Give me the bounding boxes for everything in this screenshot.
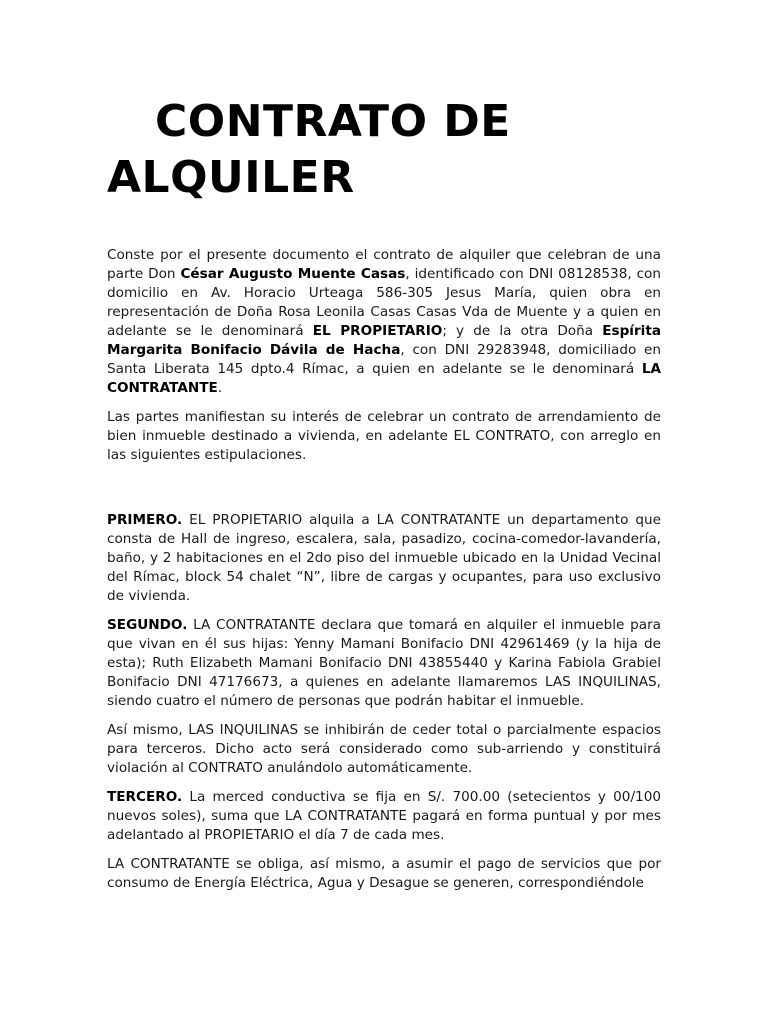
clause-primero xyxy=(107,511,661,606)
owner-alias: EL PROPIETARIO xyxy=(312,323,443,339)
interest-paragraph: Las partes manifiestan su interés de celebrar un contrato de arrendamiento de bien inmueble destinado a vivienda, en adelante EL CONTRATO, con arreglo en las siguientes estipulaciones. xyxy=(107,409,661,463)
clause-tercero xyxy=(107,788,661,845)
clause-tercero-text: La merced conductiva se fija en S/. 700.00 (setecientos y 00/100 nuevos soles), suma que LA CONTRATANTE pagará en forma puntual y por mes adelantado al PROPIETARIO el día 7 de cada mes. xyxy=(107,789,661,843)
document-title xyxy=(107,94,667,206)
title-line-2: ALQUILER xyxy=(107,152,355,203)
clause-primero-label: PRIMERO. xyxy=(107,512,183,528)
document-body xyxy=(107,246,661,903)
clause-segundo-text: LA CONTRATANTE declara que tomará en alquiler el inmueble para que vivan en él sus hijas: Yenny Mamani Bonifacio DNI 42961469 (y la hija de esta); Ruth Elizabeth Mamani Bonifacio DNI 43855440 y Karina Fabiola Grabiel Bonifacio DNI 47176673, a quienes en adelante llamaremos LAS INQUILINAS, siendo cuatro el número de personas que podrán habitar el inmueble. xyxy=(107,617,661,709)
clause-segundo-label: SEGUNDO. xyxy=(107,617,188,633)
clause-primero-text: EL PROPIETARIO alquila a LA CONTRATANTE un departamento que consta de Hall de ingreso, escalera, sala, pasadizo, cocina-comedor-lavandería, baño, y 2 habitaciones en el 2do piso del inmueble ubicado en la Unidad Vecinal del Rímac, block 54 chalet “N”, libre de cargas y ocupantes, para uso exclusivo de vivienda. xyxy=(107,512,661,604)
services-paragraph: LA CONTRATANTE se obliga, así mismo, a asumir el pago de servicios que por consumo de Energía Eléctrica, Agua y Desague se generen, correspondiéndole xyxy=(107,856,661,891)
tenant-name: Espírita Margarita Bonifacio Dávila de Hacha xyxy=(107,323,662,358)
clause-tercero-label: TERCERO. xyxy=(107,789,183,805)
clause-segundo xyxy=(107,616,661,711)
intro-paragraph: Conste por el presente documento el contrato de alquiler que celebran de una parte Don César Augusto Muente Casas, identificado con DNI 08128538, con domicilio en Av. Horacio Urteaga 586-305 Jesus María, quien obra en representación de Doña Rosa Leonila Casas Casas Vda de Muente y a quien en adelante se le denominará EL PROPIETARIO; y de la otra Doña Espírita Margarita Bonifacio Dávila de Hacha, con DNI 29283948, domiciliado en Santa Liberata 145 dpto.4 Rímac, a quien en adelante se le denominará LA CONTRATANTE. xyxy=(107,247,662,396)
title-line-1: CONTRATO DE xyxy=(155,96,511,147)
tenant-alias: LA CONTRATANTE xyxy=(107,361,661,396)
asimismo-paragraph: Así mismo, LAS INQUILINAS se inhibirán de ceder total o parcialmente espacios para terceros. Dicho acto será considerado como sub-arriendo y constituirá violación al CONTRATO anulándolo automáticamente. xyxy=(107,722,661,776)
owner-name: César Augusto Muente Casas xyxy=(180,266,406,282)
